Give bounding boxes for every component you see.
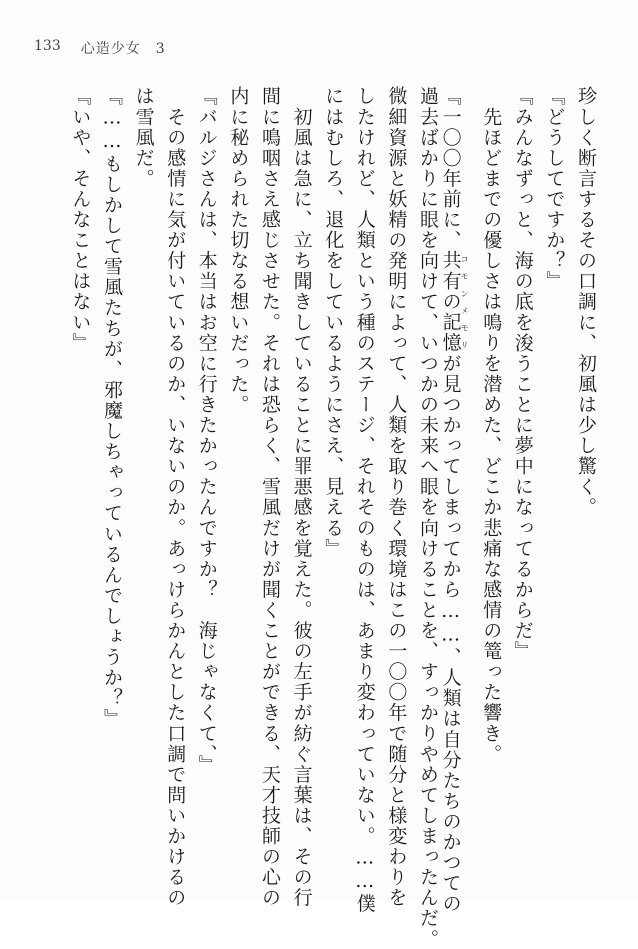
text-line: 内に秘められた切なる想いだった。 [227, 86, 250, 415]
text-line: 初風は急に、立ち聞きしていることに罪悪感を覚えた。彼の左手が紡ぐ言葉は、その行 [290, 86, 313, 908]
text-line: 過去ばかりに眼を向けて、いつかの未来へ眼を向けることを、すっかりやめてしまったんだ。 [417, 86, 439, 949]
text-line: 『どうしてですか？』 [543, 86, 566, 292]
text-line: にはむしろ、退化をしているようにさえ、見える』 [322, 86, 345, 559]
text-line: 『……もしかして雪風たちが、邪魔しちゃっているんでしょうか？』 [101, 86, 123, 730]
text-line: したけれど、人類という種のステージ、それそのものは、あまり変わっていない。……僕 [353, 86, 376, 914]
ruby-annotation: 共有の記憶コモンメモリ [439, 250, 470, 354]
text-line: その感情に気が付いているのか、いないのか。あっけらかんとした口調で問いかけるの [164, 86, 187, 908]
page-header [34, 38, 166, 58]
text-line: 微細資源と妖精の発明によって、人類を取り巻く環境はこの一〇〇年で随分と様変わりを [385, 86, 408, 908]
running-title: 心造少女 3 [80, 41, 166, 57]
text-line: 先ほどまでの優しさは鳴りを潜めた、どこか悲痛な感情の篭った響き。 [480, 86, 503, 765]
text-line: 珍しく断言するその口調に、初風は少し驚く。 [575, 86, 597, 518]
text-line: 間に鳴咽さえ感じさせた。それは恐らく、雪風だけが聞くことができる、天才技師の心の [259, 86, 281, 908]
text-line: 『一〇〇年前に、共有の記憶コモンメモリが見つかってしまってから……、人類は自分たちのかつての [439, 86, 470, 915]
text-line: 『バルジさんは、本当はお空に行きたかったんですか？ 海じゃなくて、』 [195, 86, 218, 776]
page-number: 133 [34, 38, 61, 54]
text-line: は雪風だ。 [132, 86, 155, 189]
text-line: 『みんなずっと、海の底を浚うことに夢中になってるからだ』 [511, 86, 534, 662]
text-line: 『いや、そんなことはない』 [69, 86, 92, 354]
